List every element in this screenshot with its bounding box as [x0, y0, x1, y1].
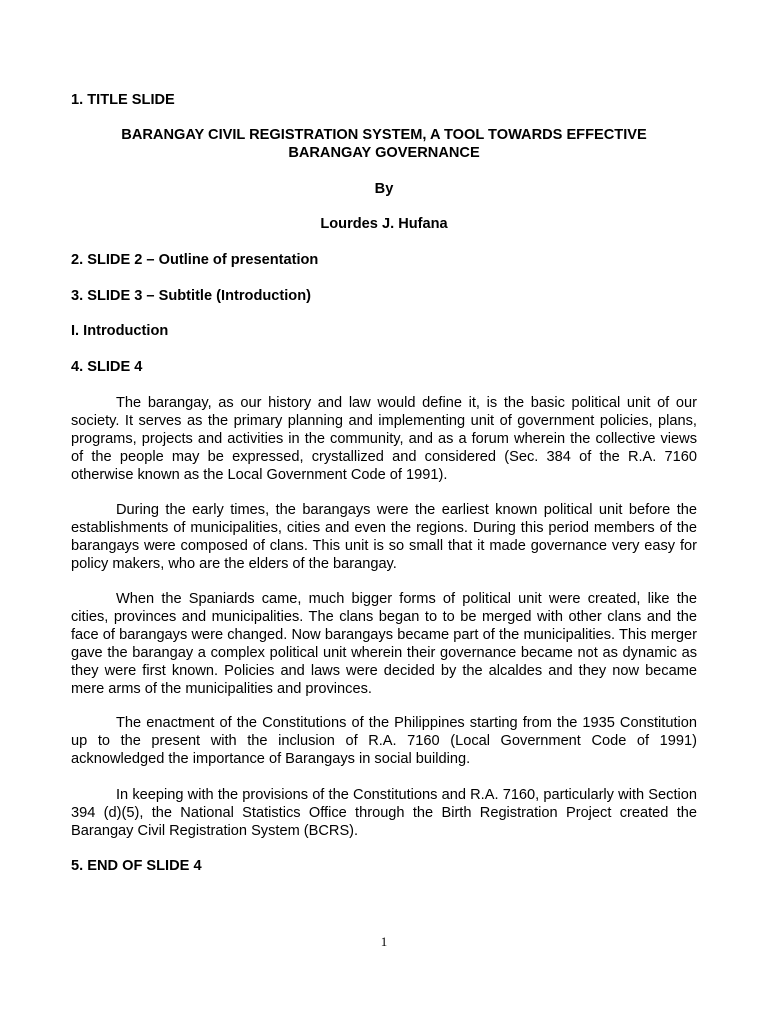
- body-paragraph: When the Spaniards came, much bigger forms of political unit were created, like the cities, provinces and municipalities. The clans began to to be merged with other clans and the face of barangays were changed. Now barangays became part of the municipalities. This merger gave the barangay a complex political unit wherein their governance became not as dynamic as they were first known. Policies and laws were decided by the alcaldes and they now became mere arms of the municipalities and provinces.: [71, 591, 697, 698]
- by-line: By: [374, 181, 394, 197]
- slide-3-heading: 3. SLIDE 3 – Subtitle (Introduction): [71, 288, 311, 304]
- page-number: 1: [380, 934, 388, 949]
- body-paragraph: During the early times, the barangays were the earliest known political unit before the establishments of municipalities, cities and even the regions. During this period members of the barangays were composed of clans. This unit is so small that it made governance very easy for policy makers, who are the elders of the barangay.: [71, 502, 697, 573]
- end-of-slide-4-heading: 5. END OF SLIDE 4: [71, 858, 202, 874]
- title-slide-heading: 1. TITLE SLIDE: [71, 92, 175, 108]
- document-title-line-1: BARANGAY CIVIL REGISTRATION SYSTEM, A TOOL TOWARDS EFFECTIVE: [121, 127, 647, 143]
- body-paragraph: The barangay, as our history and law would define it, is the basic political unit of our society. It serves as the primary planning and implementing unit of government policies, plans, programs, projects and activities in the community, and as a forum wherein the collective views of the people may be expressed, crystallized and considered (Sec. 384 of the R.A. 7160 otherwise known as the Local Government Code of 1991).: [71, 395, 697, 484]
- slide-2-heading: 2. SLIDE 2 – Outline of presentation: [71, 252, 319, 268]
- document-title-line-2: BARANGAY GOVERNANCE: [288, 145, 480, 161]
- slide-4-heading: 4. SLIDE 4: [71, 359, 143, 375]
- body-paragraph: In keeping with the provisions of the Constitutions and R.A. 7160, particularly with Section 394 (d)(5), the National Statistics Office through the Birth Registration Project created the Barangay Civil Registration System (BCRS).: [71, 787, 697, 840]
- body-paragraph: The enactment of the Constitutions of the Philippines starting from the 1935 Constitution up to the present with the inclusion of R.A. 7160 (Local Government Code of 1991) acknowledged the importance of Barangays in social building.: [71, 715, 697, 768]
- author-name: Lourdes J. Hufana: [320, 216, 448, 232]
- introduction-section-heading: I. Introduction: [71, 323, 169, 339]
